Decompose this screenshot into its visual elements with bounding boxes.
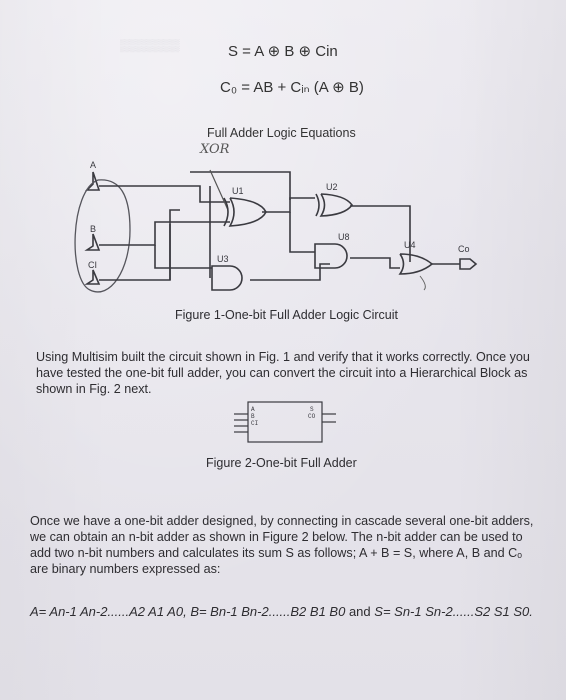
cascade-paragraph: Once we have a one-bit adder designed, by connecting in cascade several one-bit adders, we can obtain an n-bit adder as shown in Figure 2 below. The n-bit adder can be used to add two n-bit numbers and calculates its sum S as follows; A + B = S, where A, B and Cₒ are binary numbers expressed as: — [30, 514, 534, 576]
gate-u3 — [212, 266, 242, 290]
binary-expansion-formula — [30, 604, 533, 619]
hand-scribble — [420, 276, 425, 290]
hand-drawn-arrow — [210, 170, 228, 210]
block-input-a: A — [251, 406, 255, 413]
formula-b: B= Bn-1 Bn-2......B2 B1 B0 — [190, 604, 346, 619]
instruction-paragraph: Using Multisim built the circuit shown in Fig. 1 and verify that it works correctly. Once you have tested the one-bit full adder, you can convert the circuit into a Hierarchical Block as shown in Fig. 2 next. — [36, 350, 530, 396]
gate-u2 — [316, 194, 352, 216]
output-label-co: Co — [458, 244, 470, 254]
gate-label-u3: U3 — [217, 254, 229, 264]
hand-drawn-loop — [75, 180, 130, 292]
sum-equation: S = A ⊕ B ⊕ Cin — [228, 43, 338, 60]
input-pin-b — [87, 234, 99, 250]
output-pin-co — [460, 259, 476, 269]
gate-u4 — [400, 254, 432, 274]
formula-and: and — [348, 604, 371, 619]
formula-a: A= An-1 An-2......A2 A1 A0, — [30, 604, 187, 619]
hierarchical-block — [232, 400, 342, 450]
gate-label-u1: U1 — [232, 186, 244, 196]
block-input-b: B — [251, 413, 255, 420]
block-input-ci: CI — [251, 420, 259, 427]
equations-heading: Full Adder Logic Equations — [207, 126, 356, 140]
input-label-a: A — [90, 160, 97, 170]
figure2-caption: Figure 2-One-bit Full Adder — [206, 456, 357, 470]
input-label-ci: CI — [88, 260, 97, 270]
block-output-co: CO — [308, 413, 316, 420]
input-pin-ci — [87, 270, 99, 284]
figure1-caption: Figure 1-One-bit Full Adder Logic Circuit — [175, 308, 399, 322]
formula-s: S= Sn-1 Sn-2......S2 S1 S0. — [374, 604, 533, 619]
full-adder-circuit — [60, 150, 500, 300]
gate-label-u4: U4 — [404, 240, 416, 250]
bleed-through-text: ▒▒▒▒▒▒▒ — [120, 38, 180, 52]
gate-u1 — [224, 198, 266, 226]
carry-equation: C₀ = AB + Cᵢₙ (A ⊕ B) — [220, 79, 364, 96]
gate-label-u2: U2 — [326, 182, 338, 192]
block-output-s: S — [310, 406, 314, 413]
gate-label-u8: U8 — [338, 232, 350, 242]
input-label-b: B — [90, 224, 97, 234]
handwritten-note: XOR — [200, 142, 230, 157]
